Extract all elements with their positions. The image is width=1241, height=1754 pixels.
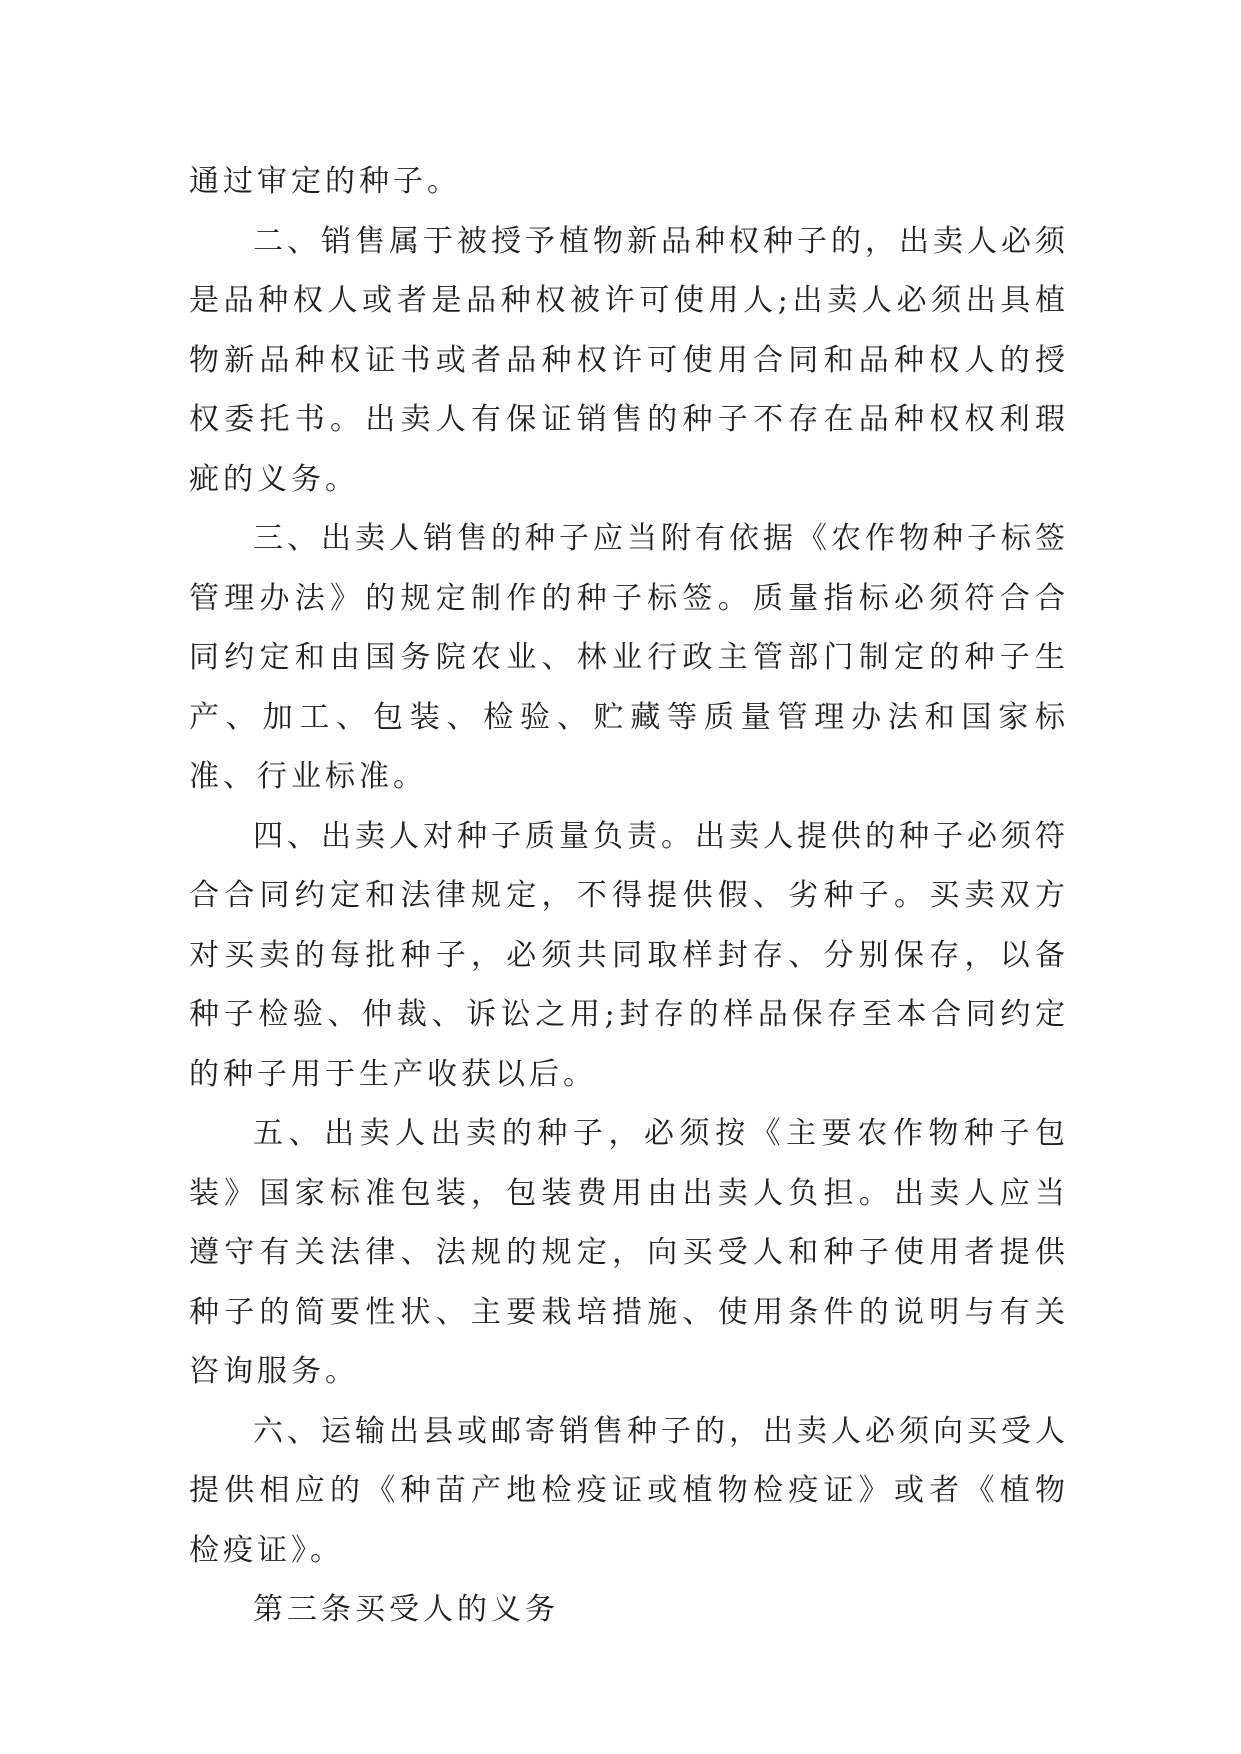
paragraph-clause-4: 四、出卖人对种子质量负责。出卖人提供的种子必须符合合同约定和法律规定，不得提供假、劣种子。买卖双方对买卖的每批种子，必须共同取样封存、分别保存，以备种子检验、仲裁、诉讼之用;封存的样品保存至本合同约定的种子用于生产收获以后。 [189, 818, 1069, 1092]
section-heading-article-3: 第三条买受人的义务 [253, 1592, 559, 1627]
paragraph-clause-6: 六、运输出县或邮寄销售种子的，出卖人必须向买受人提供相应的《种苗产地检疫证或植物检疫证》或者《植物检疫证》。 [189, 1413, 1069, 1568]
document-body [189, 152, 1069, 1640]
paragraph-clause-5: 五、出卖人出卖的种子，必须按《主要农作物种子包装》国家标准包装，包装费用由出卖人负担。出卖人应当遵守有关法律、法规的规定，向买受人和种子使用者提供种子的简要性状、主要栽培措施、使用条件的说明与有关咨询服务。 [189, 1116, 1069, 1389]
paragraph-clause-3: 三、出卖人销售的种子应当附有依据《农作物种子标签管理办法》的规定制作的种子标签。质量指标必须符合合同约定和由国务院农业、林业行政主管部门制定的种子生产、加工、包装、检验、贮藏等质量管理办法和国家标准、行业标准。 [189, 521, 1069, 794]
paragraph-clause-2: 二、销售属于被授予植物新品种权种子的，出卖人必须是品种权人或者是品种权被许可使用人;出卖人必须出具植物新品种权证书或者品种权许可使用合同和品种权人的授权委托书。出卖人有保证销售的种子不存在品种权权利瑕疵的义务。 [189, 223, 1069, 497]
paragraph-continuation: 通过审定的种子。 [189, 164, 461, 199]
